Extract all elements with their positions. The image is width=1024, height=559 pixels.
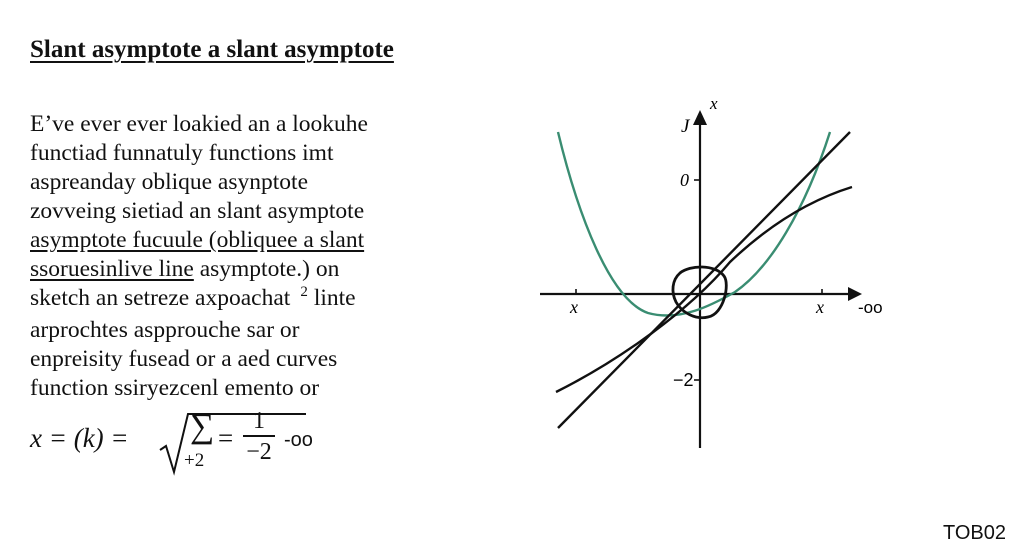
body-paragraph xyxy=(30,110,430,403)
y-axis-label: x xyxy=(710,94,718,113)
tick-label-bottom: −2 xyxy=(673,370,694,390)
formula-equals: = xyxy=(218,423,234,453)
formula xyxy=(30,408,350,478)
sigma-subscript: +2 xyxy=(184,450,205,471)
fraction-bar xyxy=(243,435,275,437)
slant-asymptote-line xyxy=(558,132,850,428)
y-axis-mark: J xyxy=(681,116,690,137)
parabola-curve xyxy=(558,132,830,316)
x-end-label: -oo xyxy=(858,298,883,317)
tick-label-top: 0 xyxy=(680,170,689,190)
y-axis-arrowhead xyxy=(693,110,707,125)
asymptote-graph xyxy=(530,90,900,460)
fraction xyxy=(243,408,275,465)
footer-code: TOB02 xyxy=(943,522,1006,544)
paragraph-line: function ssiryezcenl emento or xyxy=(30,375,320,401)
paragraph-line xyxy=(30,284,430,316)
paragraph-line: aspreanday oblique asynptote xyxy=(30,169,308,195)
superscript-number: 2 xyxy=(300,284,308,300)
x-left-label: x xyxy=(570,297,578,317)
page-title: Slant asymptote a slant asymptote xyxy=(30,36,394,63)
fraction-numerator: 1 xyxy=(253,408,265,434)
paragraph-line: E’ve ever ever loakied an a lookuhe xyxy=(30,111,368,137)
paragraph-line: functiad funnatuly functions imt xyxy=(30,140,334,166)
paragraph-fragment: asymptote.) on xyxy=(199,256,340,282)
paragraph-line: arprochtes aspprouche sar or xyxy=(30,317,300,343)
paragraph-line xyxy=(30,255,430,284)
x-right-label: x xyxy=(816,297,824,317)
underlined-phrase: ssoruesinlive line xyxy=(30,256,194,282)
formula-lhs: x = (k) = xyxy=(30,423,129,453)
fraction-denominator: −2 xyxy=(246,438,272,465)
formula-tail: -oo xyxy=(284,429,313,451)
sigma-symbol: ∑ xyxy=(190,408,215,445)
paragraph-line: enpreisity fusead or a aed curves xyxy=(30,346,338,372)
paragraph-line-underlined: asymptote fucuule (obliquee a slant xyxy=(30,227,365,253)
paragraph-fragment: linte xyxy=(313,285,356,311)
paragraph-fragment: sketch an setreze axpoachat xyxy=(30,285,291,311)
paragraph-line: zovveing sietiad an slant asymptote xyxy=(30,198,365,224)
slant-curve xyxy=(556,187,852,392)
